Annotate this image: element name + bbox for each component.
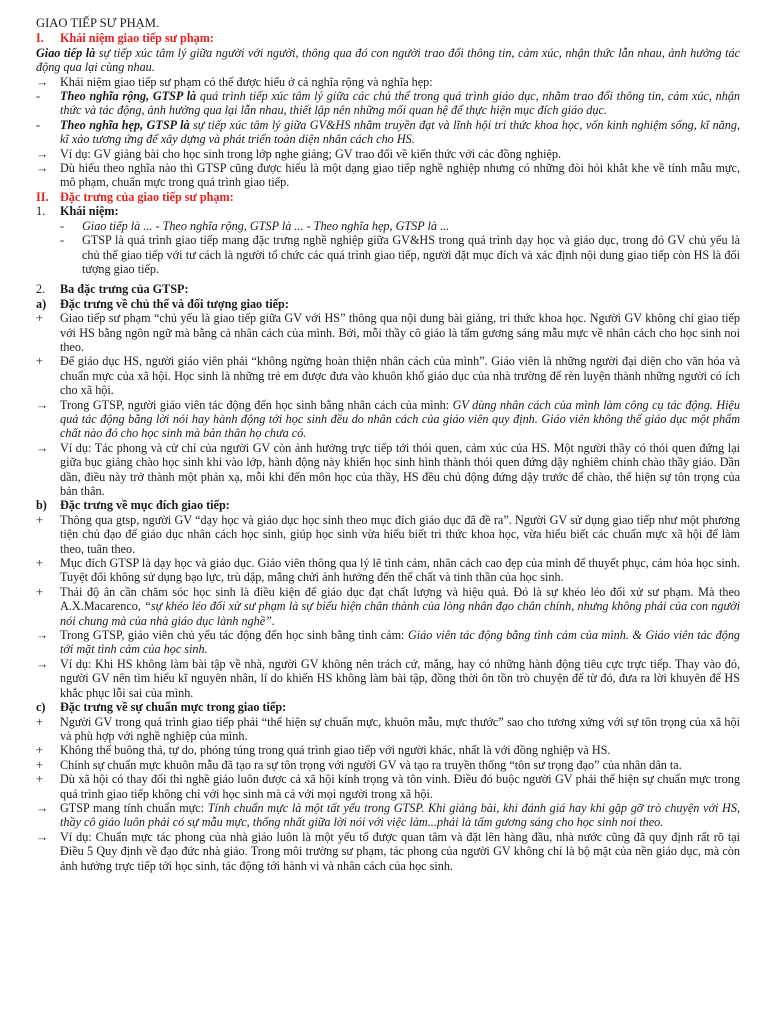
definition-paragraph: Giao tiếp là sự tiếp xúc tâm lý giữa người với người, thông qua đó con người trao đổi thông tin, cảm xúc, nhận thức lẫn nhau, ảnh hưởng tác động qua lại cùng nhau. [36,45,740,75]
arrow-item: → Trong GTSP, người giáo viên tác động đến học sinh bằng nhân cách của mình: GV dùng nhân cách của mình làm công cụ tác động. Hiệu quả tác động bằng lời nói hay hành động tới học sinh đều do nhân cách của giáo viên quy định. Giáo viên không thể giáo dục một phẩm chất nào đó cho học sinh mà bản thân họ chưa có. [36,397,741,441]
plus-item: + Chính sự chuẩn mực khuôn mẫu đã tạo ra sự tôn trọng với người GV và tạo ra truyền thống “tôn sư trọng đạo” của nhân dân ta. [36,757,682,772]
arrow-item: → Ví dụ: Chuẩn mực tác phong của nhà giáo luôn là một yếu tố được quan tâm và đặt lên hàng đầu, nhà nước cũng đã quy định rất rõ tại Điều 5 Quy định về đạo đức nhà giáo. Trong môi trường sư phạm, tác phong của người GV không chỉ là bộ mặt của nền giáo dục, mà còn ảnh hưởng trực tiếp tới học sinh, tác động tới hành vi và nhân cách của học sinh. [36,829,740,873]
arrow-item: → GTSP mang tính chuẩn mực: Tính chuẩn mực là một tất yếu trong GTSP. Khi giảng bài, khi đánh giá hay khi gặp gỡ trò chuyện với HS, thầy cô giáo luôn phải có sự mẫu mực, thống nhất giữa lời nói với việc làm...phải là tấm gương sáng cho học sinh noi theo. [36,800,740,830]
plus-item: + Dù xã hội có thay đổi thì nghề giáo luôn được cả xã hội kính trọng và tôn vinh. Điều đó buộc người GV phải thể hiện sự chuẩn mực trong quá trình giao tiếp không chỉ với học sinh mà cả với mọi người trong xã hội. [36,772,740,801]
plus-item: + Để giáo dục HS, người giáo viên phải “không ngừng hoàn thiện nhân cách của mình”. Giáo viên là những người đại diện cho văn hóa và chuẩn mực của xã hội. Học sinh là những trẻ em được đưa vào khuôn khổ giáo dục của nhà trường để rèn luyện thành những người có ích cho xã hội. [36,354,740,398]
subheading-c: c) Đặc trưng về sự chuẩn mực trong giao tiếp: [36,700,287,715]
plus-item: + Giao tiếp sư phạm “chủ yếu là giao tiếp giữa GV với HS” thông qua nội dung bài giảng, tri thức khoa học. Người GV không chỉ giao tiếp với HS bằng ngôn ngữ mà bằng cả nhân cách của mình. Bởi, mỗi thầy cô giáo là tấm gương sáng mẫu mực về nhân cách cho học sinh noi theo. [36,311,740,354]
section-1-heading: I. Khái niệm giao tiếp sư phạm: [36,31,214,46]
dash-item-broad: - Theo nghĩa rộng, GTSP là quá trình tiếp xúc tâm lý giữa các chủ thể trong quá trình giáo dục, nhằm trao đổi thông tin, cảm xúc, nhận thức và tác động, ảnh hưởng qua lại lẫn nhau, thiết lập nên những mối quan hệ để thực hiện mục đích giáo dục. [36,89,741,118]
numbered-heading-2: 2. Ba đặc trưng của GTSP: [36,282,189,297]
arrow-item: → Khái niệm giao tiếp sư phạm có thể được hiểu ở cả nghĩa rộng và nghĩa hẹp: [36,74,433,89]
document-title: GIAO TIẾP SƯ PHẠM. [36,16,160,30]
arrow-item: → Dù hiểu theo nghĩa nào thì GTSP cũng được hiểu là một dạng giao tiếp nghề nghiệp nhưng có những đòi hỏi khắt khe về tính mẫu mực, mô phạm, chuẩn mực trong quá trình giao tiếp. [36,161,740,190]
arrow-item: → Ví dụ: Tác phong và cử chỉ của người GV còn ảnh hưởng trực tiếp tới thói quen, cảm xúc của HS. Một người thầy có thói quen đứng lại giữa bục giảng chào học sinh khi vào lớp, hành động này khiến học sinh hình thành thói quen đứng dậy nghiêm chỉnh chào thầy giáo. Dần dần, điều này trở thành một phản xạ, mỗi khi đến môn học của thầy, HS đều chủ động đứng dậy trước để chào, thể hiện sự tôn trọng của bản thân. [36,440,740,498]
arrow-item: → Trong GTSP, giáo viên chủ yếu tác động đến học sinh bằng tình cảm: Giáo viên tác động bằng tình cảm của mình. & Giáo viên tác động tới mặt tình cảm của học sinh. [36,628,741,657]
sub-dash-item: - Giao tiếp là ... - Theo nghĩa rộng, GTSP là ... - Theo nghĩa hẹp, GTSP là ... [60,218,450,233]
subheading-a: a) Đặc trưng về chủ thể và đối tượng giao tiếp: [36,296,289,311]
dash-item-narrow: - Theo nghĩa hẹp, GTSP là sự tiếp xúc tâm lý giữa GV&HS nhằm truyền đạt và lĩnh hội tri thức khoa học, vốn kinh nghiệm sống, kĩ năng, kĩ xảo tương ứng để xây dựng và phát triển toàn diện nhân cách cho HS. [36,117,740,147]
section-2-heading: II. Đặc trưng của giao tiếp sư phạm: [36,189,234,204]
sub-dash-item: - GTSP là quá trình giao tiếp mang đặc trưng nghề nghiệp giữa GV&HS trong quá trình dạy học và giáo dục, trong đó GV chủ yếu là chủ thể giao tiếp với tư cách là người tổ chức các quá trình giao tiếp, người đặt mục đích và xác định nội dung giao tiếp còn HS là đối tượng giao tiếp. [60,233,740,276]
numbered-heading-1: 1. Khái niệm: [36,204,119,219]
arrow-item: → Ví dụ: GV giảng bài cho học sinh trong lớp nghe giảng; GV trao đổi về kiến thức với các đồng nghiệp. [36,146,562,161]
plus-item: + Người GV trong quá trình giao tiếp phải “thể hiện sự chuẩn mực, khuôn mẫu, mực thước” sao cho tương xứng với sự tôn trọng của xã hội và phù hợp với nghề nghiệp của mình. [36,714,740,743]
plus-item: + Thái độ ân cần chăm sóc học sinh là điều kiện để giáo dục đạt chất lượng và hiệu quả. Đó là sự khéo léo đối xử sư phạm. Mà theo A.X.Macarenco, “sự khéo léo đối xử sư phạm là sự biểu hiện chân thành của lòng nhân đạo chân chính, nhưng không phải của con người nói chung mà của nhà giáo dục lành nghề”. [36,584,741,628]
subheading-b: b) Đặc trưng về mục đích giao tiếp: [36,498,230,513]
plus-item: + Thông qua gtsp, người GV “dạy học và giáo dục học sinh theo mục đích giáo dục đã đề ra”. Người GV sử dụng giao tiếp như một phương tiện chủ đạo để giáo dục nhân cách học sinh, giúp học sinh vừa hiểu biết tri thức khoa học, vừa hiểu biết các chuẩn mực xã hội để làm theo, tuân theo. [36,512,740,556]
plus-item: + Không thể buông thả, tự do, phóng túng trong quá trình giao tiếp với người khác, nhất là với đồng nghiệp và HS. [36,743,611,758]
plus-item: + Mục đích GTSP là dạy học và giáo dục. Giáo viên thông qua lý lẽ tình cảm, nhân cách cao đẹp của mình để thuyết phục, cảm hóa học sinh. Tuyệt đối không sử dụng bạo lực, trù dập, mắng chửi ảnh hưởng đến thể chất và tinh thần của học sinh. [36,556,740,585]
arrow-item: → Ví dụ: Khi HS không làm bài tập về nhà, người GV không nên trách cứ, mắng, hay có những hành động tiêu cực trực tiếp. Thay vào đó, người GV nên tìm hiểu kĩ nguyên nhân, lí do khiến HS không làm bài tập, đồng thời ôn tồn trò chuyện để từ đó, đưa ra lời khuyên để HS khắc phục lỗi sai của mình. [36,656,740,700]
